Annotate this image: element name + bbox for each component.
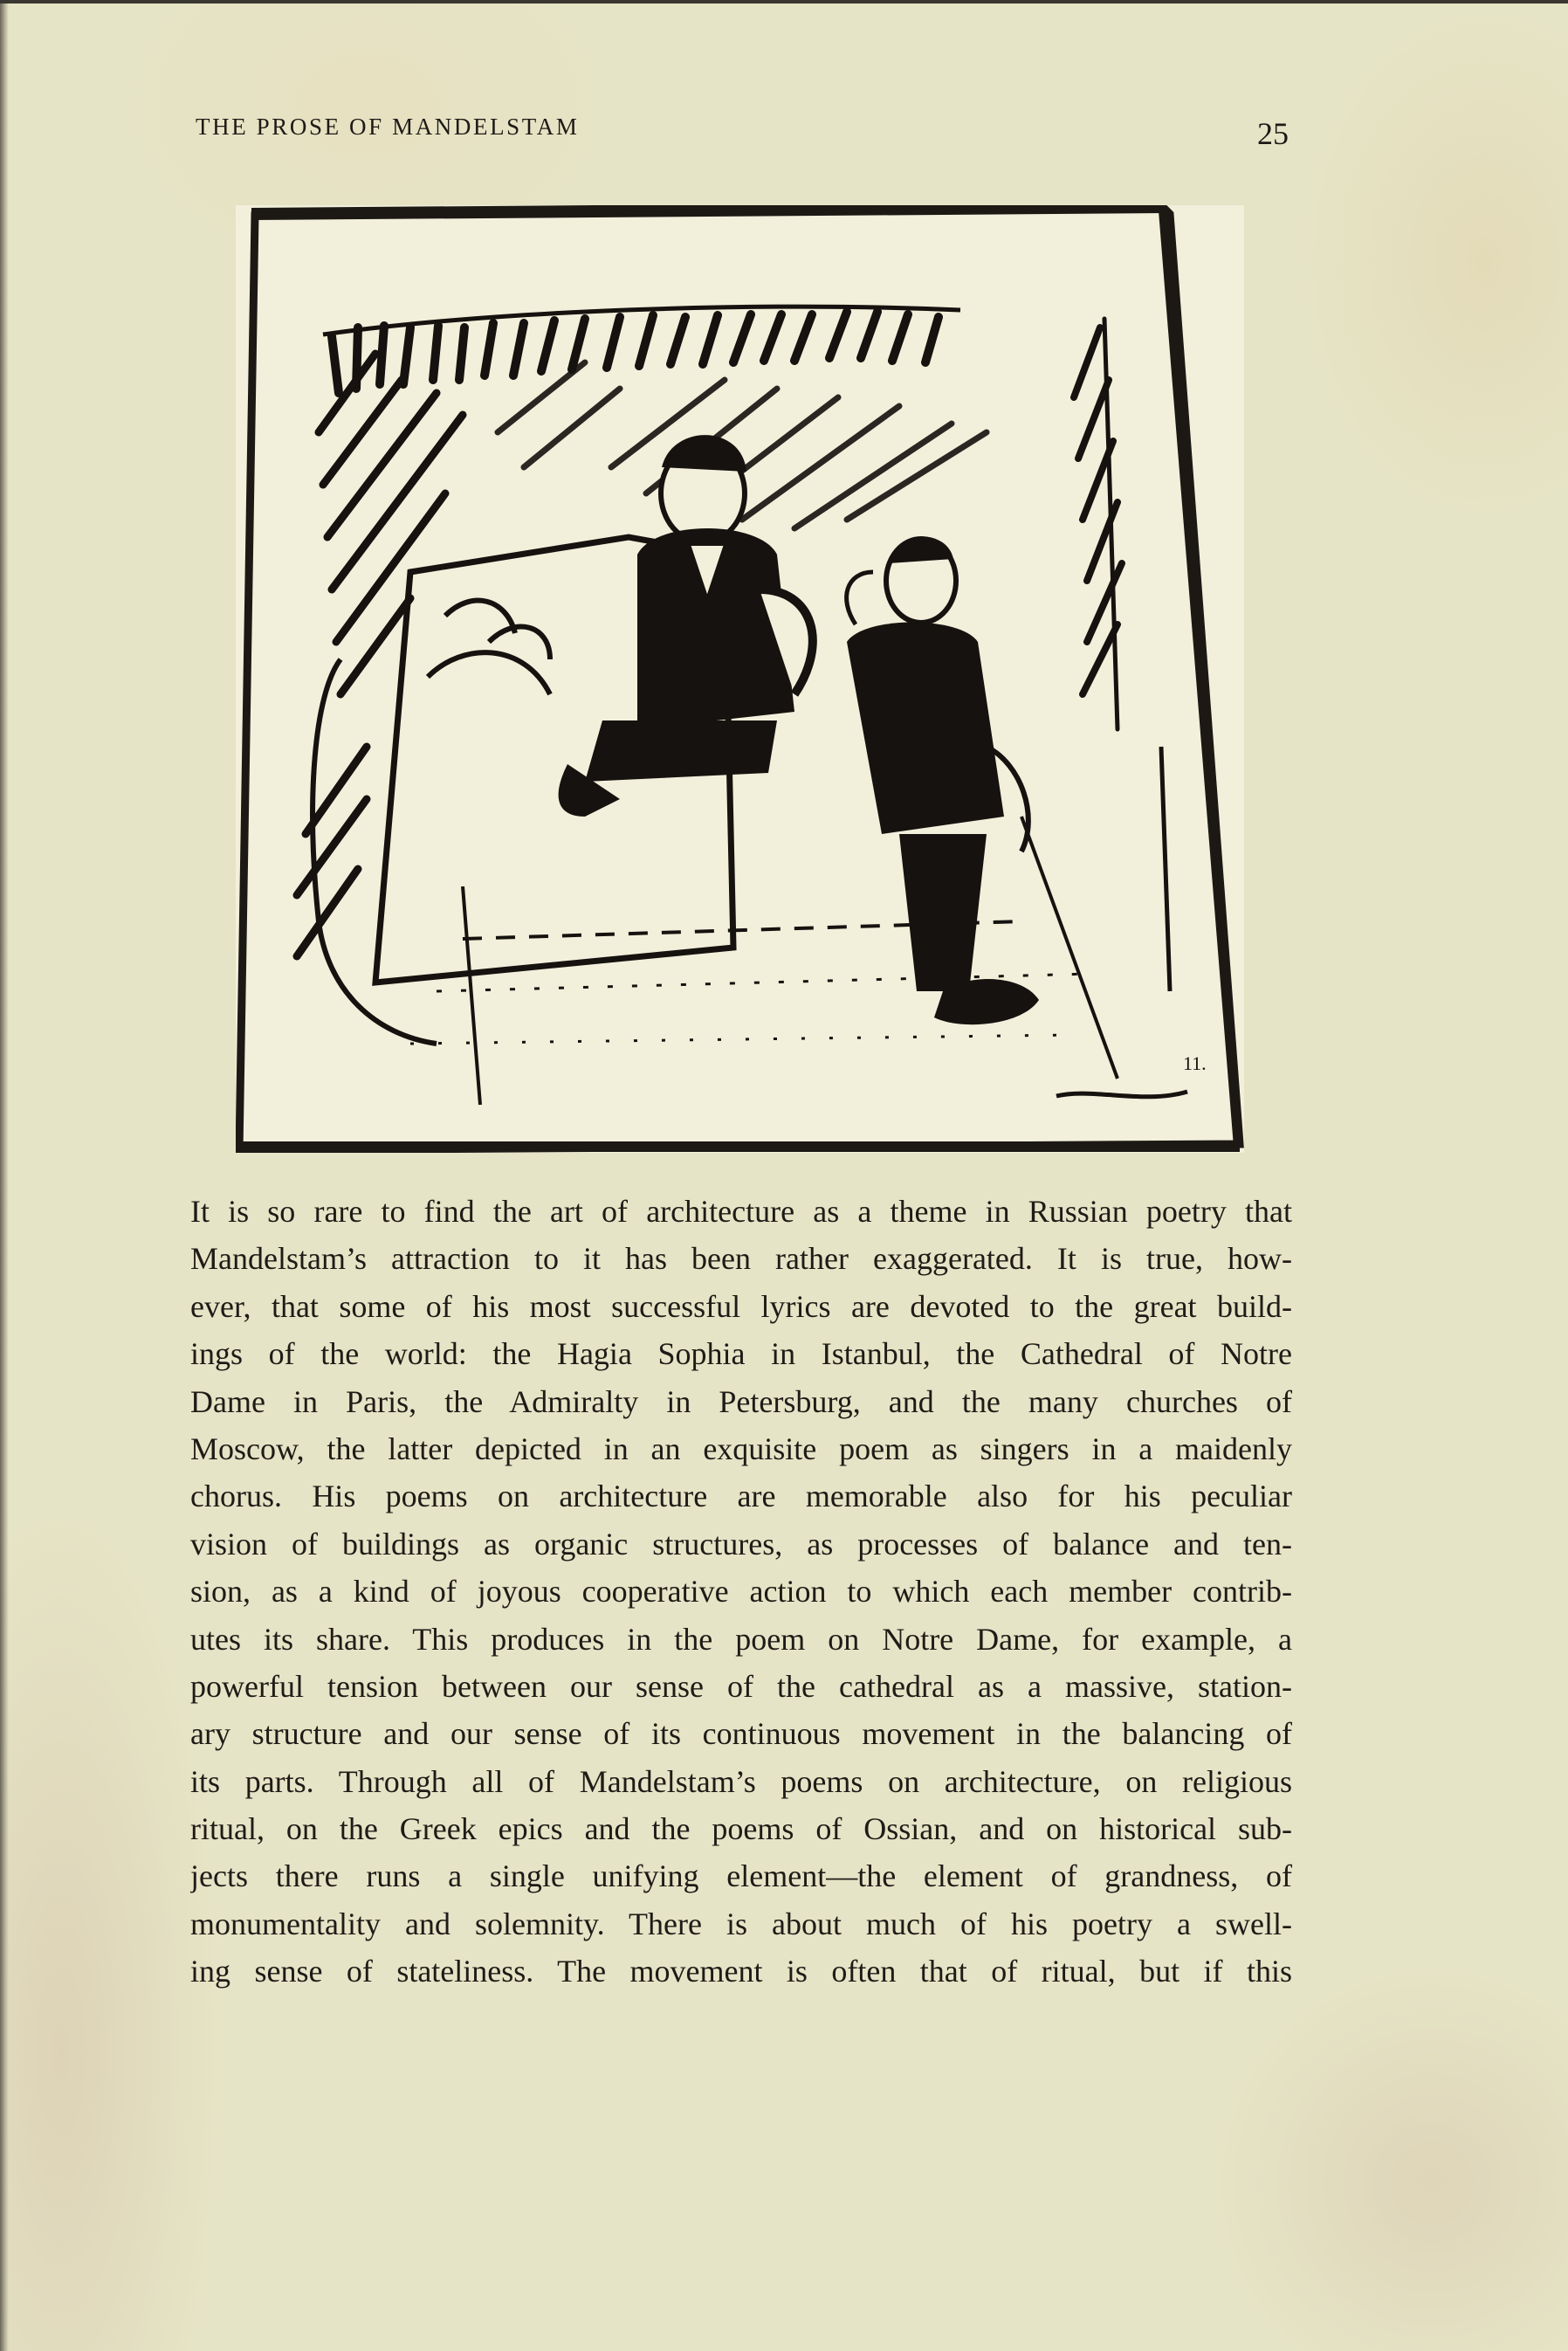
page-top-edge bbox=[0, 0, 1568, 3]
book-spine-shadow bbox=[0, 0, 9, 2351]
body-line: chorus. His poems on architecture are memorable also for his peculiar bbox=[190, 1479, 1292, 1514]
body-line: utes its share. This produces in the poem on Notre Dame, for example, a bbox=[190, 1621, 1292, 1657]
body-line: ary structure and our sense of its continuous movement in the balancing of bbox=[190, 1716, 1292, 1752]
illustration-sketch bbox=[236, 205, 1244, 1153]
illustration-signature: 11. bbox=[1183, 1052, 1207, 1074]
body-line: ever, that some of his most successful lyrics are devoted to the great build- bbox=[190, 1288, 1292, 1324]
body-line: vision of buildings as organic structures, as processes of balance and ten- bbox=[190, 1526, 1292, 1562]
body-line: Dame in Paris, the Admiralty in Petersburg, and the many churches of bbox=[190, 1383, 1292, 1419]
body-line: It is so rare to find the art of architecture as a theme in Russian poetry that bbox=[190, 1194, 1292, 1229]
body-line: its parts. Through all of Mandelstam’s poems on architecture, on religious bbox=[190, 1763, 1292, 1799]
body-text bbox=[190, 1188, 1292, 1996]
running-head: THE PROSE OF MANDELSTAM bbox=[196, 114, 580, 140]
page-number: 25 bbox=[1257, 116, 1289, 151]
body-line: jects there runs a single unifying element—the element of grandness, of bbox=[190, 1858, 1292, 1894]
body-line: powerful tension between our sense of the cathedral as a massive, station- bbox=[190, 1668, 1292, 1704]
body-line: ings of the world: the Hagia Sophia in Istanbul, the Cathedral of Notre bbox=[190, 1336, 1292, 1372]
body-line: ritual, on the Greek epics and the poems of Ossian, and on historical sub- bbox=[190, 1811, 1292, 1847]
body-line: Moscow, the latter depicted in an exquisite poem as singers in a maidenly bbox=[190, 1431, 1292, 1466]
body-line: ing sense of stateliness. The movement is often that of ritual, but if this bbox=[190, 1954, 1292, 1989]
body-line: Mandelstam’s attraction to it has been rather exaggerated. It is true, how- bbox=[190, 1241, 1292, 1277]
body-line: monumentality and solemnity. There is about much of his poetry a swell- bbox=[190, 1906, 1292, 1941]
body-line: sion, as a kind of joyous cooperative action to which each member contrib- bbox=[190, 1574, 1292, 1610]
